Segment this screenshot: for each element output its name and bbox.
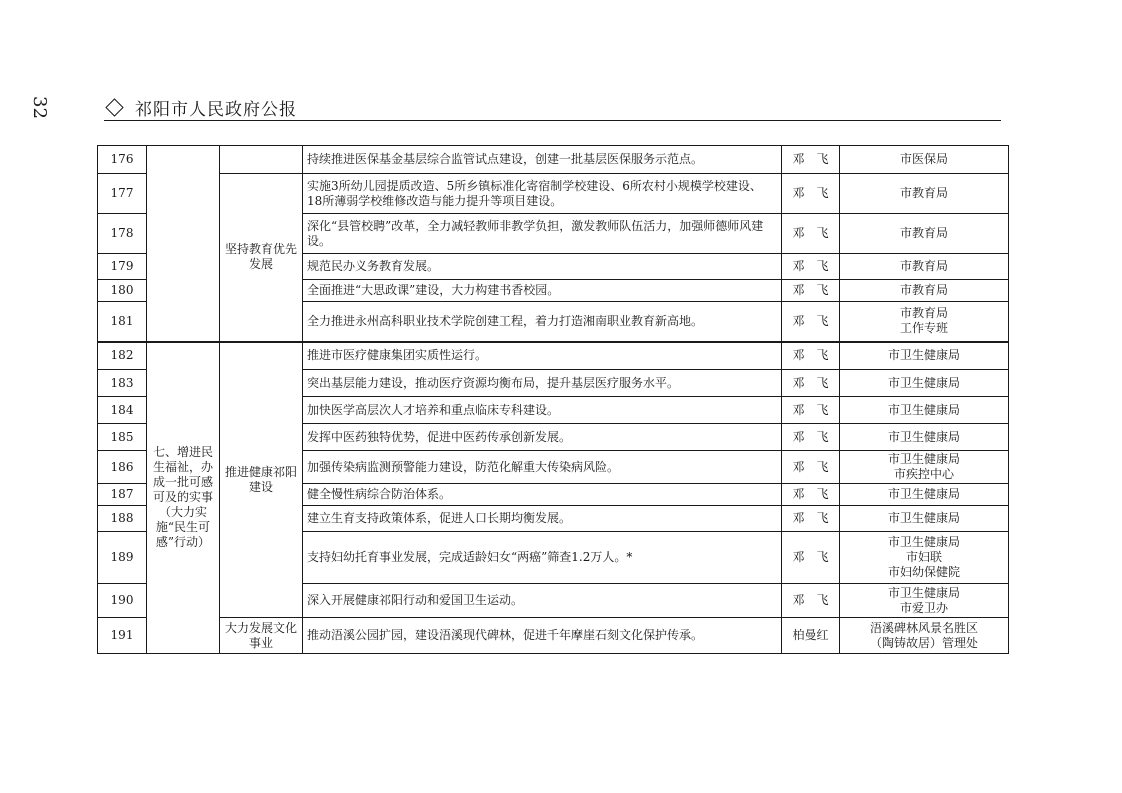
unit-name: 市妇联 bbox=[905, 550, 942, 564]
task-description: 突出基层能力建设，推动医疗资源均衡布局，提升基层医疗服务水平。 bbox=[303, 370, 782, 397]
responsible-unit bbox=[840, 506, 1009, 532]
responsible-leader: 邓 飞 bbox=[782, 254, 840, 280]
row-number: 189 bbox=[98, 532, 147, 584]
unit-name: 市医保局 bbox=[899, 152, 948, 166]
unit-name: 市爱卫办 bbox=[899, 600, 948, 615]
task-description: 发挥中医药独特优势，促进中医药传承创新发展。 bbox=[303, 424, 782, 451]
page-header bbox=[108, 95, 297, 120]
subcategory-cell-empty bbox=[220, 146, 303, 174]
header-rule bbox=[104, 120, 1001, 121]
task-description: 规范民办义务教育发展。 bbox=[303, 254, 782, 280]
unit-name: 市教育局 bbox=[899, 259, 948, 273]
responsible-leader: 邓 飞 bbox=[782, 451, 840, 484]
diamond-icon bbox=[105, 98, 123, 116]
row-number: 179 bbox=[98, 254, 147, 280]
responsible-leader: 邓 飞 bbox=[782, 280, 840, 302]
task-description: 加快医学高层次人才培养和重点临床专科建设。 bbox=[303, 397, 782, 424]
unit-name: 市卫生健康局 bbox=[887, 487, 960, 501]
responsible-unit bbox=[840, 451, 1009, 484]
task-description: 持续推进医保基金基层综合监管试点建设，创建一批基层医保服务示范点。 bbox=[303, 146, 782, 174]
unit-name: 市卫生健康局 bbox=[887, 375, 960, 390]
unit-name: （陶铸故居）管理处 bbox=[869, 635, 978, 650]
task-description: 加强传染病监测预警能力建设，防范化解重大传染病风险。 bbox=[303, 451, 782, 484]
responsible-leader: 邓 飞 bbox=[782, 302, 840, 342]
subcategory-education: 坚持教育优先发展 bbox=[220, 174, 303, 342]
unit-name: 市卫生健康局 bbox=[887, 535, 960, 549]
task-description: 建立生育支持政策体系，促进人口长期均衡发展。 bbox=[303, 506, 782, 532]
responsible-unit bbox=[840, 532, 1009, 584]
unit-name: 市妇幼保健院 bbox=[887, 565, 960, 579]
unit-name: 市卫生健康局 bbox=[887, 585, 960, 600]
responsible-unit bbox=[840, 397, 1009, 424]
row-number: 182 bbox=[98, 342, 147, 370]
unit-name: 市教育局 bbox=[899, 226, 948, 240]
responsible-leader: 邓 飞 bbox=[782, 532, 840, 584]
table-row bbox=[98, 342, 1009, 370]
responsible-unit bbox=[840, 214, 1009, 254]
row-number: 187 bbox=[98, 484, 147, 506]
row-number: 183 bbox=[98, 370, 147, 397]
row-number: 188 bbox=[98, 506, 147, 532]
row-number: 191 bbox=[98, 618, 147, 654]
responsible-leader: 柏曼红 bbox=[782, 618, 840, 654]
row-number: 186 bbox=[98, 451, 147, 484]
responsible-leader: 邓 飞 bbox=[782, 397, 840, 424]
responsible-leader: 邓 飞 bbox=[782, 342, 840, 370]
responsible-unit bbox=[840, 342, 1009, 370]
row-number: 181 bbox=[98, 302, 147, 342]
responsible-unit bbox=[840, 618, 1009, 654]
responsible-unit bbox=[840, 484, 1009, 506]
row-number: 180 bbox=[98, 280, 147, 302]
responsible-unit bbox=[840, 584, 1009, 618]
responsible-unit bbox=[840, 280, 1009, 302]
table-row bbox=[98, 146, 1009, 174]
page-number: 32 bbox=[29, 96, 50, 119]
unit-name: 市卫生健康局 bbox=[887, 429, 960, 444]
task-description: 全力推进永州高科职业技术学院创建工程，着力打造湘南职业教育新高地。 bbox=[303, 302, 782, 342]
subcategory-health: 推进健康祁阳建设 bbox=[220, 342, 303, 618]
responsible-leader: 邓 飞 bbox=[782, 174, 840, 214]
responsible-leader: 邓 飞 bbox=[782, 146, 840, 174]
category-7: 七、增进民生福祉，办成一批可感可及的实事（大力实施“民生可感”行动） bbox=[147, 342, 220, 654]
unit-name: 市卫生健康局 bbox=[887, 511, 960, 525]
task-description: 健全慢性病综合防治体系。 bbox=[303, 484, 782, 506]
responsible-leader: 邓 飞 bbox=[782, 424, 840, 451]
table-row bbox=[98, 174, 1009, 214]
task-description: 实施3所幼儿园提质改造、5所乡镇标准化寄宿制学校建设、6所农村小规模学校建设、18所薄弱学校维修改造与能力提升等项目建设。 bbox=[303, 174, 782, 214]
table-row bbox=[98, 618, 1009, 654]
unit-name: 浯溪碑林风景名胜区 bbox=[869, 620, 978, 635]
task-description: 推动浯溪公园扩园，建设浯溪现代碑林，促进千年摩崖石刻文化保护传承。 bbox=[303, 618, 782, 654]
row-number: 178 bbox=[98, 214, 147, 254]
row-number: 185 bbox=[98, 424, 147, 451]
subcategory-culture: 大力发展文化事业 bbox=[220, 618, 303, 654]
responsible-unit bbox=[840, 302, 1009, 342]
responsible-unit bbox=[840, 174, 1009, 214]
task-description: 支持妇幼托育事业发展，完成适龄妇女“两癌”筛查1.2万人。* bbox=[303, 532, 782, 584]
task-description: 深入开展健康祁阳行动和爱国卫生运动。 bbox=[303, 584, 782, 618]
task-description: 全面推进“大思政课”建设，大力构建书香校园。 bbox=[303, 280, 782, 302]
unit-name: 市疾控中心 bbox=[893, 467, 954, 481]
unit-name: 市卫生健康局 bbox=[887, 348, 960, 363]
row-number: 184 bbox=[98, 397, 147, 424]
task-table bbox=[97, 145, 1009, 654]
task-description: 推进市医疗健康集团实质性运行。 bbox=[303, 342, 782, 370]
responsible-leader: 邓 飞 bbox=[782, 484, 840, 506]
responsible-unit bbox=[840, 370, 1009, 397]
unit-name: 市卫生健康局 bbox=[887, 402, 960, 417]
row-number: 176 bbox=[98, 146, 147, 174]
row-number: 190 bbox=[98, 584, 147, 618]
responsible-unit bbox=[840, 424, 1009, 451]
unit-name: 市教育局 bbox=[899, 306, 948, 321]
unit-name: 市教育局 bbox=[899, 283, 948, 297]
responsible-leader: 邓 飞 bbox=[782, 506, 840, 532]
category-cell-empty bbox=[147, 146, 220, 342]
unit-name: 市教育局 bbox=[899, 186, 948, 200]
responsible-leader: 邓 飞 bbox=[782, 214, 840, 254]
page-title: 祁阳市人民政府公报 bbox=[135, 100, 297, 120]
responsible-leader: 邓 飞 bbox=[782, 584, 840, 618]
unit-name: 市卫生健康局 bbox=[887, 452, 960, 466]
row-number: 177 bbox=[98, 174, 147, 214]
responsible-unit bbox=[840, 146, 1009, 174]
responsible-leader: 邓 飞 bbox=[782, 370, 840, 397]
responsible-unit bbox=[840, 254, 1009, 280]
task-description: 深化“县管校聘”改革，全力减轻教师非教学负担，激发教师队伍活力，加强师德师风建设。 bbox=[303, 214, 782, 254]
unit-name: 工作专班 bbox=[899, 321, 948, 336]
